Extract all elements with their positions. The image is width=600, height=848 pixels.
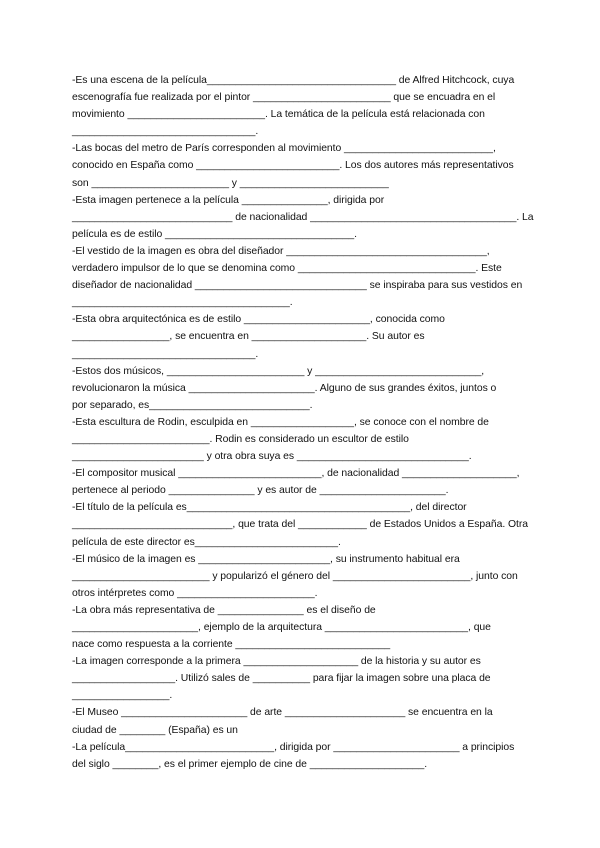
- exercise-text-line: ______________________________________.: [72, 297, 293, 309]
- exercise-text-line: -Es una escena de la película_________________________________ de Alfred Hitchcock, cuya: [72, 75, 515, 86]
- exercise-item: [72, 551, 540, 602]
- exercise-text-line: -Esta imagen pertenece a la película _______________, dirigida por: [72, 194, 385, 206]
- exercise-item: [72, 363, 540, 414]
- exercise-text-line: ________________________________.: [72, 126, 259, 138]
- exercise-text-line: escenografía fue realizada por el pintor ________________________ que se encuadra en el: [72, 92, 496, 104]
- exercise-item: [72, 499, 540, 550]
- exercise-text-line: -Las bocas del metro de París corresponden al movimiento __________________________,: [72, 143, 496, 155]
- exercise-text-line: ________________________. Rodin es considerado un escultor de estilo: [72, 433, 409, 445]
- exercise-text-line: ________________________________.: [72, 348, 259, 360]
- exercise-text-line: ______________________, ejemplo de la arquitectura _________________________, que: [72, 622, 491, 633]
- exercise-text-line: -El músico de la imagen es _______________________, su instrumento habitual era: [72, 553, 460, 565]
- exercise-text-line: _________________, se encuentra en ____________________. Su autor es: [72, 331, 425, 343]
- exercise-text-line: -El Museo ______________________ de arte _____________________ se encuentra en la: [72, 707, 493, 719]
- exercise-item: [72, 243, 540, 311]
- exercise-text-line: -La obra más representativa de _______________ es el diseño de: [72, 604, 376, 616]
- exercise-text-line: -Estos dos músicos, ________________________ y _____________________________,: [72, 365, 485, 377]
- worksheet-body: [72, 72, 540, 773]
- exercise-text-line: nace como respuesta a la corriente ___________________________: [72, 639, 391, 651]
- exercise-text-line: película es de estilo _________________________________.: [72, 228, 357, 240]
- exercise-text-line: película de este director es_________________________.: [72, 536, 341, 548]
- exercise-text-line: verdadero impulsor de lo que se denomina como _______________________________. Este: [72, 263, 502, 275]
- exercise-item: [72, 465, 540, 499]
- exercise-text-line: -El título de la película es_______________________________________, del director: [72, 502, 467, 514]
- exercise-text-line: -La película__________________________, dirigida por ______________________ a principios: [72, 741, 515, 753]
- exercise-text-line: otros intérpretes como ________________________.: [72, 587, 318, 599]
- exercise-text-line: ____________________________, que trata del ____________ de Estados Unidos a España. Otra: [72, 519, 529, 531]
- exercise-text-line: son ________________________ y __________________________: [72, 177, 389, 189]
- exercise-text-line: _______________________ y otra obra suya es ______________________________.: [72, 451, 472, 463]
- exercise-item: [72, 653, 540, 704]
- exercise-text-line: movimiento ________________________. La temática de la película está relacionada con: [72, 109, 485, 121]
- exercise-text-line: -Esta escultura de Rodin, esculpida en __________________, se conoce con el nombre de: [72, 416, 489, 428]
- exercise-text-line: -Esta obra arquitectónica es de estilo ______________________, conocida como: [72, 314, 445, 326]
- exercise-item: [72, 414, 540, 465]
- exercise-item: [72, 311, 540, 362]
- exercise-item: [72, 704, 540, 772]
- exercise-item: [72, 140, 540, 191]
- exercise-text-line: _________________.: [72, 690, 173, 702]
- exercise-text-line: conocido en España como _________________________. Los dos autores más representativos: [72, 160, 514, 172]
- exercise-text-line: -La imagen corresponde a la primera ____________________ de la historia y su autor es: [72, 656, 481, 668]
- exercise-text-line: -El compositor musical _________________________, de nacionalidad ____________________,: [72, 468, 520, 480]
- exercise-text-line: -El vestido de la imagen es obra del diseñador ___________________________________,: [72, 245, 490, 257]
- exercise-text-line: revolucionaron la música ______________________. Alguno de sus grandes éxitos, juntos o: [72, 382, 497, 394]
- exercise-text-line: ____________________________ de nacionalidad ____________________________________. La: [72, 211, 534, 223]
- exercise-text-line: ciudad de ________ (España) es un: [72, 724, 238, 736]
- exercise-text-line: del siglo ________, es el primer ejemplo de cine de ____________________.: [72, 758, 428, 770]
- exercise-text-line: __________________. Utilizó sales de __________ para fijar la imagen sobre una placa de: [72, 673, 491, 685]
- exercise-text-line: diseñador de nacionalidad ______________________________ se inspiraba para sus vestidos en: [72, 280, 523, 292]
- exercise-text-line: ________________________ y popularizó el género del ________________________, junto con: [72, 570, 518, 582]
- exercise-item: [72, 602, 540, 653]
- exercise-text-line: por separado, es____________________________.: [72, 399, 313, 411]
- exercise-item: [72, 192, 540, 243]
- exercise-item: [72, 72, 540, 140]
- exercise-text-line: pertenece al periodo _______________ y es autor de ______________________.: [72, 485, 449, 497]
